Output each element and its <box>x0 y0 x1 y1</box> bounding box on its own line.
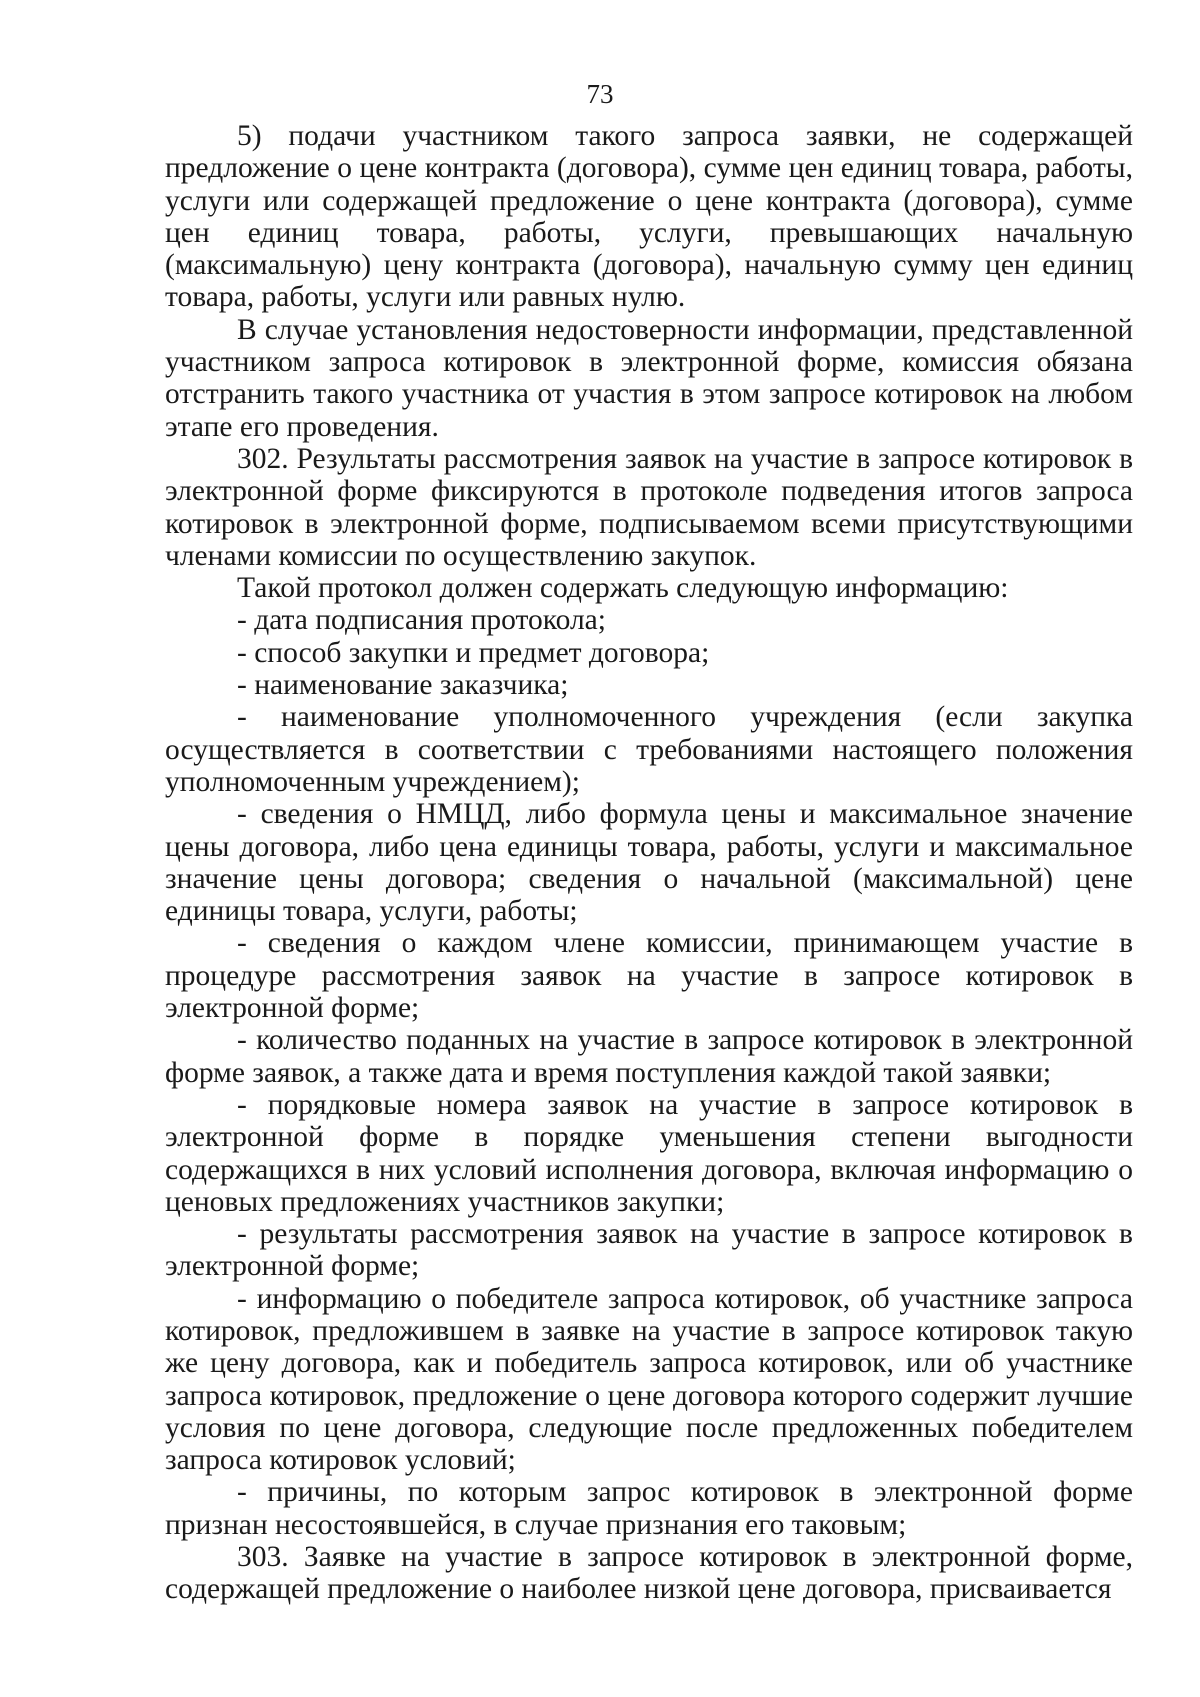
paragraph-302: 302. Результаты рассмотрения заявок на участие в запросе котировок в электронной форме фиксируются в протоколе подведения итогов запроса котировок в электронной форме, подписываемом всеми присутствующими членами комиссии по осуществлению закупок. <box>165 442 1133 572</box>
list-item-procurement-method: - способ закупки и предмет договора; <box>237 636 710 669</box>
paragraph-303: 303. Заявке на участие в запросе котировок в электронной форме, содержащей предложение о наиболее низкой цене договора, присваивается <box>165 1541 1133 1606</box>
page-number: 73 <box>586 79 614 109</box>
list-item-authorized-institution: - наименование уполномоченного учреждения (если закупка осуществляется в соответствии с требованиями настоящего положения уполномоченным учреждением); <box>165 701 1133 798</box>
document-body <box>165 120 1133 1606</box>
paragraph-inaccuracy: В случае установления недостоверности информации, представленной участником запроса котировок в электронной форме, комиссия обязана отстранить такого участника от участия в этом запросе котировок на любом этапе его проведения. <box>165 313 1133 443</box>
list-item-signing-date: - дата подписания протокола; <box>237 604 606 637</box>
list-item-winner-info: - информацию о победителе запроса котировок, об участнике запроса котировок, предложившем в заявке на участие в запросе котировок такую же цену договора, как и победитель запроса котировок, или об участнике запроса котировок, предложение о цене договора которого содержит лучшие условия по цене договора, следующие после предложенных победителем запроса котировок условий; <box>165 1282 1133 1477</box>
list-item-failure-reasons: - причины, по которым запрос котировок в электронной форме признан несостоявшейся, в случае признания его таковым; <box>165 1476 1133 1541</box>
paragraph-item-5: 5) подачи участником такого запроса заявки, не содержащей предложение о цене контракта (договора), сумме цен единиц товара, работы, услуги или содержащей предложение о цене контракта (договора), сумме цен единиц товара, работы, услуги, превышающих начальную (максимальную) цену контракта (договора), начальную сумму цен единиц товара, работы, услуги или равных нулю. <box>165 120 1133 314</box>
list-item-application-count: - количество поданных на участие в запросе котировок в электронной форме заявок, а также дата и время поступления каждой такой заявки; <box>165 1024 1133 1089</box>
list-item-customer-name: - наименование заказчика; <box>237 669 569 702</box>
list-item-commission-members: - сведения о каждом члене комиссии, принимающем участие в процедуре рассмотрения заявок на участие в запросе котировок в электронной форме; <box>165 927 1133 1025</box>
list-item-price-info: - сведения о НМЦД, либо формула цены и максимальное значение цены договора, либо цена единицы товара, работы, услуги и максимальное значение цены договора; сведения о начальной (максимальной) цене единицы товара, услуги, работы; <box>165 798 1133 928</box>
paragraph-protocol-intro: Такой протокол должен содержать следующую информацию: <box>237 572 1009 605</box>
list-item-review-results: - результаты рассмотрения заявок на участие в запросе котировок в электронной форме; <box>165 1218 1133 1283</box>
list-item-application-ranking: - порядковые номера заявок на участие в запросе котировок в электронной форме в порядке уменьшения степени выгодности содержащихся в них условий исполнения договора, включая информацию о ценовых предложениях участников закупки; <box>165 1088 1133 1218</box>
